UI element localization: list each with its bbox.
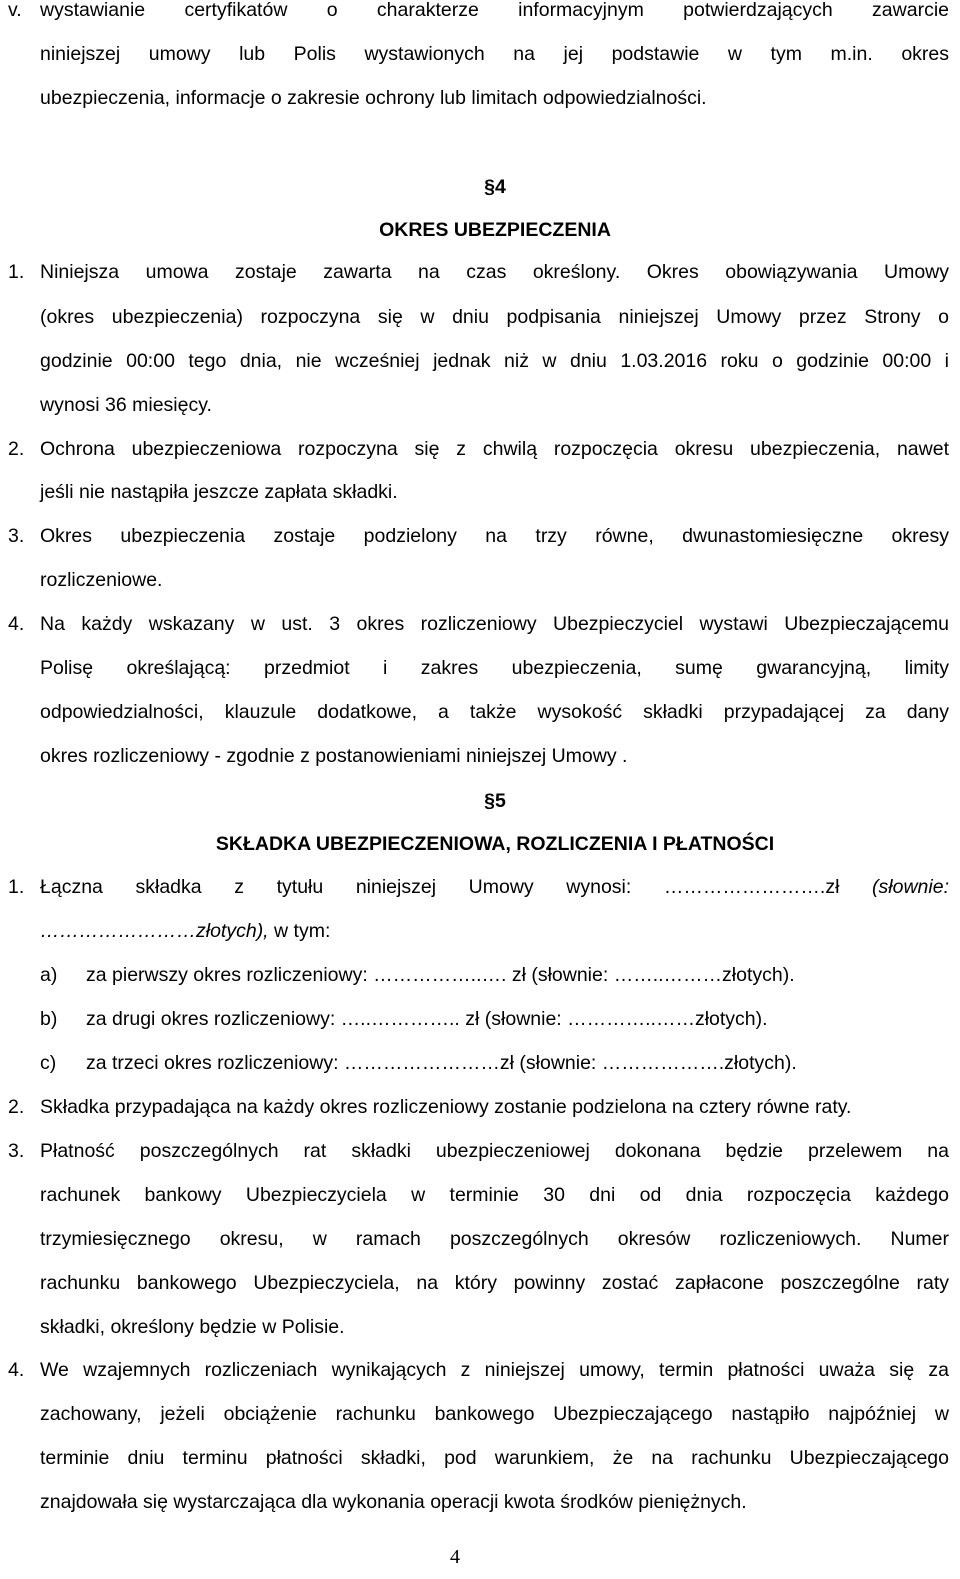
subitem-text: za trzeci okres rozliczeniowy: ……………………zł (słownie: ……………….złotych). [86, 1052, 797, 1074]
section-number: §4 [484, 176, 506, 198]
paragraph-line: wystawianie certyfikatów o charakterze informacyjnym potwierdzających zawarcie [40, 0, 949, 21]
list-marker: 1. [8, 876, 25, 898]
list-marker: 3. [8, 525, 25, 547]
paragraph-line: rozliczeniowe. [40, 569, 163, 591]
paragraph-line: Okres ubezpieczenia zostaje podzielony na trzy równe, dwunastomiesięczne okresy [40, 525, 949, 547]
paragraph-line: rachunku bankowego Ubezpieczyciela, na który powinny zostać zapłacone poszczególne raty [40, 1272, 949, 1294]
paragraph-line: niniejszej umowy lub Polis wystawionych na jej podstawie w tym m.in. okres [40, 43, 949, 65]
total-premium-words-label: (słownie: [872, 876, 949, 898]
paragraph-line: jeśli nie nastąpiła jeszcze zapłata składki. [40, 481, 398, 503]
paragraph-line [40, 909, 949, 953]
list-marker: v. [8, 0, 22, 21]
subitem [40, 953, 795, 997]
list-marker: 2. [8, 1096, 25, 1118]
list-marker: 3. [8, 1140, 25, 1162]
paragraph-line: znajdowała się wystarczająca dla wykonania operacji kwota środków pieniężnych. [40, 1491, 747, 1513]
paragraph-line: Ochrona ubezpieczeniowa rozpoczyna się z chwilą rozpoczęcia okresu ubezpieczenia, nawet [40, 438, 949, 460]
paragraph-line: zachowany, jeżeli obciążenie rachunku bankowego Ubezpieczającego nastąpiło najpóźniej w [40, 1403, 949, 1425]
paragraph-line: We wzajemnych rozliczeniach wynikających z niniejszej umowy, termin płatności uważa się za [40, 1359, 949, 1381]
paragraph-line: trzymiesięcznego okresu, w ramach poszczególnych okresów rozliczeniowych. Numer [40, 1228, 949, 1250]
list-marker: 4. [8, 1359, 25, 1381]
paragraph-line: Niniejsza umowa zostaje zawarta na czas określony. Okres obowiązywania Umowy [40, 261, 949, 283]
list-marker: 1. [8, 261, 25, 283]
subitem-label: c) [40, 1052, 57, 1074]
paragraph-line: godzinie 00:00 tego dnia, nie wcześniej jednak niż w dniu 1.03.2016 roku o godzinie 00:00 i [40, 350, 949, 372]
subitem [40, 1041, 797, 1085]
paragraph-line: rachunek bankowy Ubezpieczyciela w terminie 30 dni od dnia rozpoczęcia każdego [40, 1184, 949, 1206]
paragraph-line: składki, określony będzie w Polisie. [40, 1316, 345, 1338]
paragraph-line: wynosi 36 miesięcy. [40, 394, 212, 416]
list-marker: 2. [8, 438, 25, 460]
section-number: §5 [484, 790, 506, 812]
paragraph-line [40, 865, 949, 909]
subitem-label: a) [40, 964, 58, 986]
subitem-text: za drugi okres rozliczeniowy: …..………….. zł (słownie: …………..……złotych). [86, 1008, 768, 1030]
paragraph-line: odpowiedzialności, klauzule dodatkowe, a także wysokość składki przypadającej za dany [40, 701, 949, 723]
paragraph-line: Polisę określającą: przedmiot i zakres ubezpieczenia, sumę gwarancyjną, limity [40, 657, 949, 679]
list-marker: 4. [8, 613, 25, 635]
paragraph-line: Na każdy wskazany w ust. 3 okres rozliczeniowy Ubezpieczyciel wystawi Ubezpieczającemu [40, 613, 949, 635]
section-title: SKŁADKA UBEZPIECZENIOWA, ROZLICZENIA I PŁATNOŚCI [215, 833, 775, 855]
subitem-text: za pierwszy okres rozliczeniowy: ……………..…. zł (słownie: ……..………złotych). [86, 964, 795, 986]
paragraph-line: ubezpieczenia, informacje o zakresie ochrony lub limitach odpowiedzialności. [40, 87, 707, 109]
paragraph-line: terminie dniu terminu płatności składki, pod warunkiem, że na rachunku Ubezpieczającego [40, 1447, 949, 1469]
paragraph-line: Składka przypadająca na każdy okres rozliczeniowy zostanie podzielona na cztery równe raty. [40, 1096, 852, 1118]
paragraph-text: w tym: [268, 920, 331, 942]
subitem-label: b) [40, 1008, 58, 1030]
paragraph-line: Płatność poszczególnych rat składki ubezpieczeniowej dokonana będzie przelewem na [40, 1140, 949, 1162]
subitem [40, 997, 768, 1041]
total-premium-words: ……………………złotych), [40, 920, 269, 942]
page-number: 4 [450, 1546, 460, 1568]
total-premium-text: Łączna składka z tytułu niniejszej Umowy wynosi: …………………….zł [40, 876, 840, 898]
paragraph-line: (okres ubezpieczenia) rozpoczyna się w dniu podpisania niniejszej Umowy przez Strony o [40, 306, 949, 328]
paragraph-line: okres rozliczeniowy - zgodnie z postanowieniami niniejszej Umowy . [40, 745, 628, 767]
section-title: OKRES UBEZPIECZENIA [379, 219, 611, 241]
